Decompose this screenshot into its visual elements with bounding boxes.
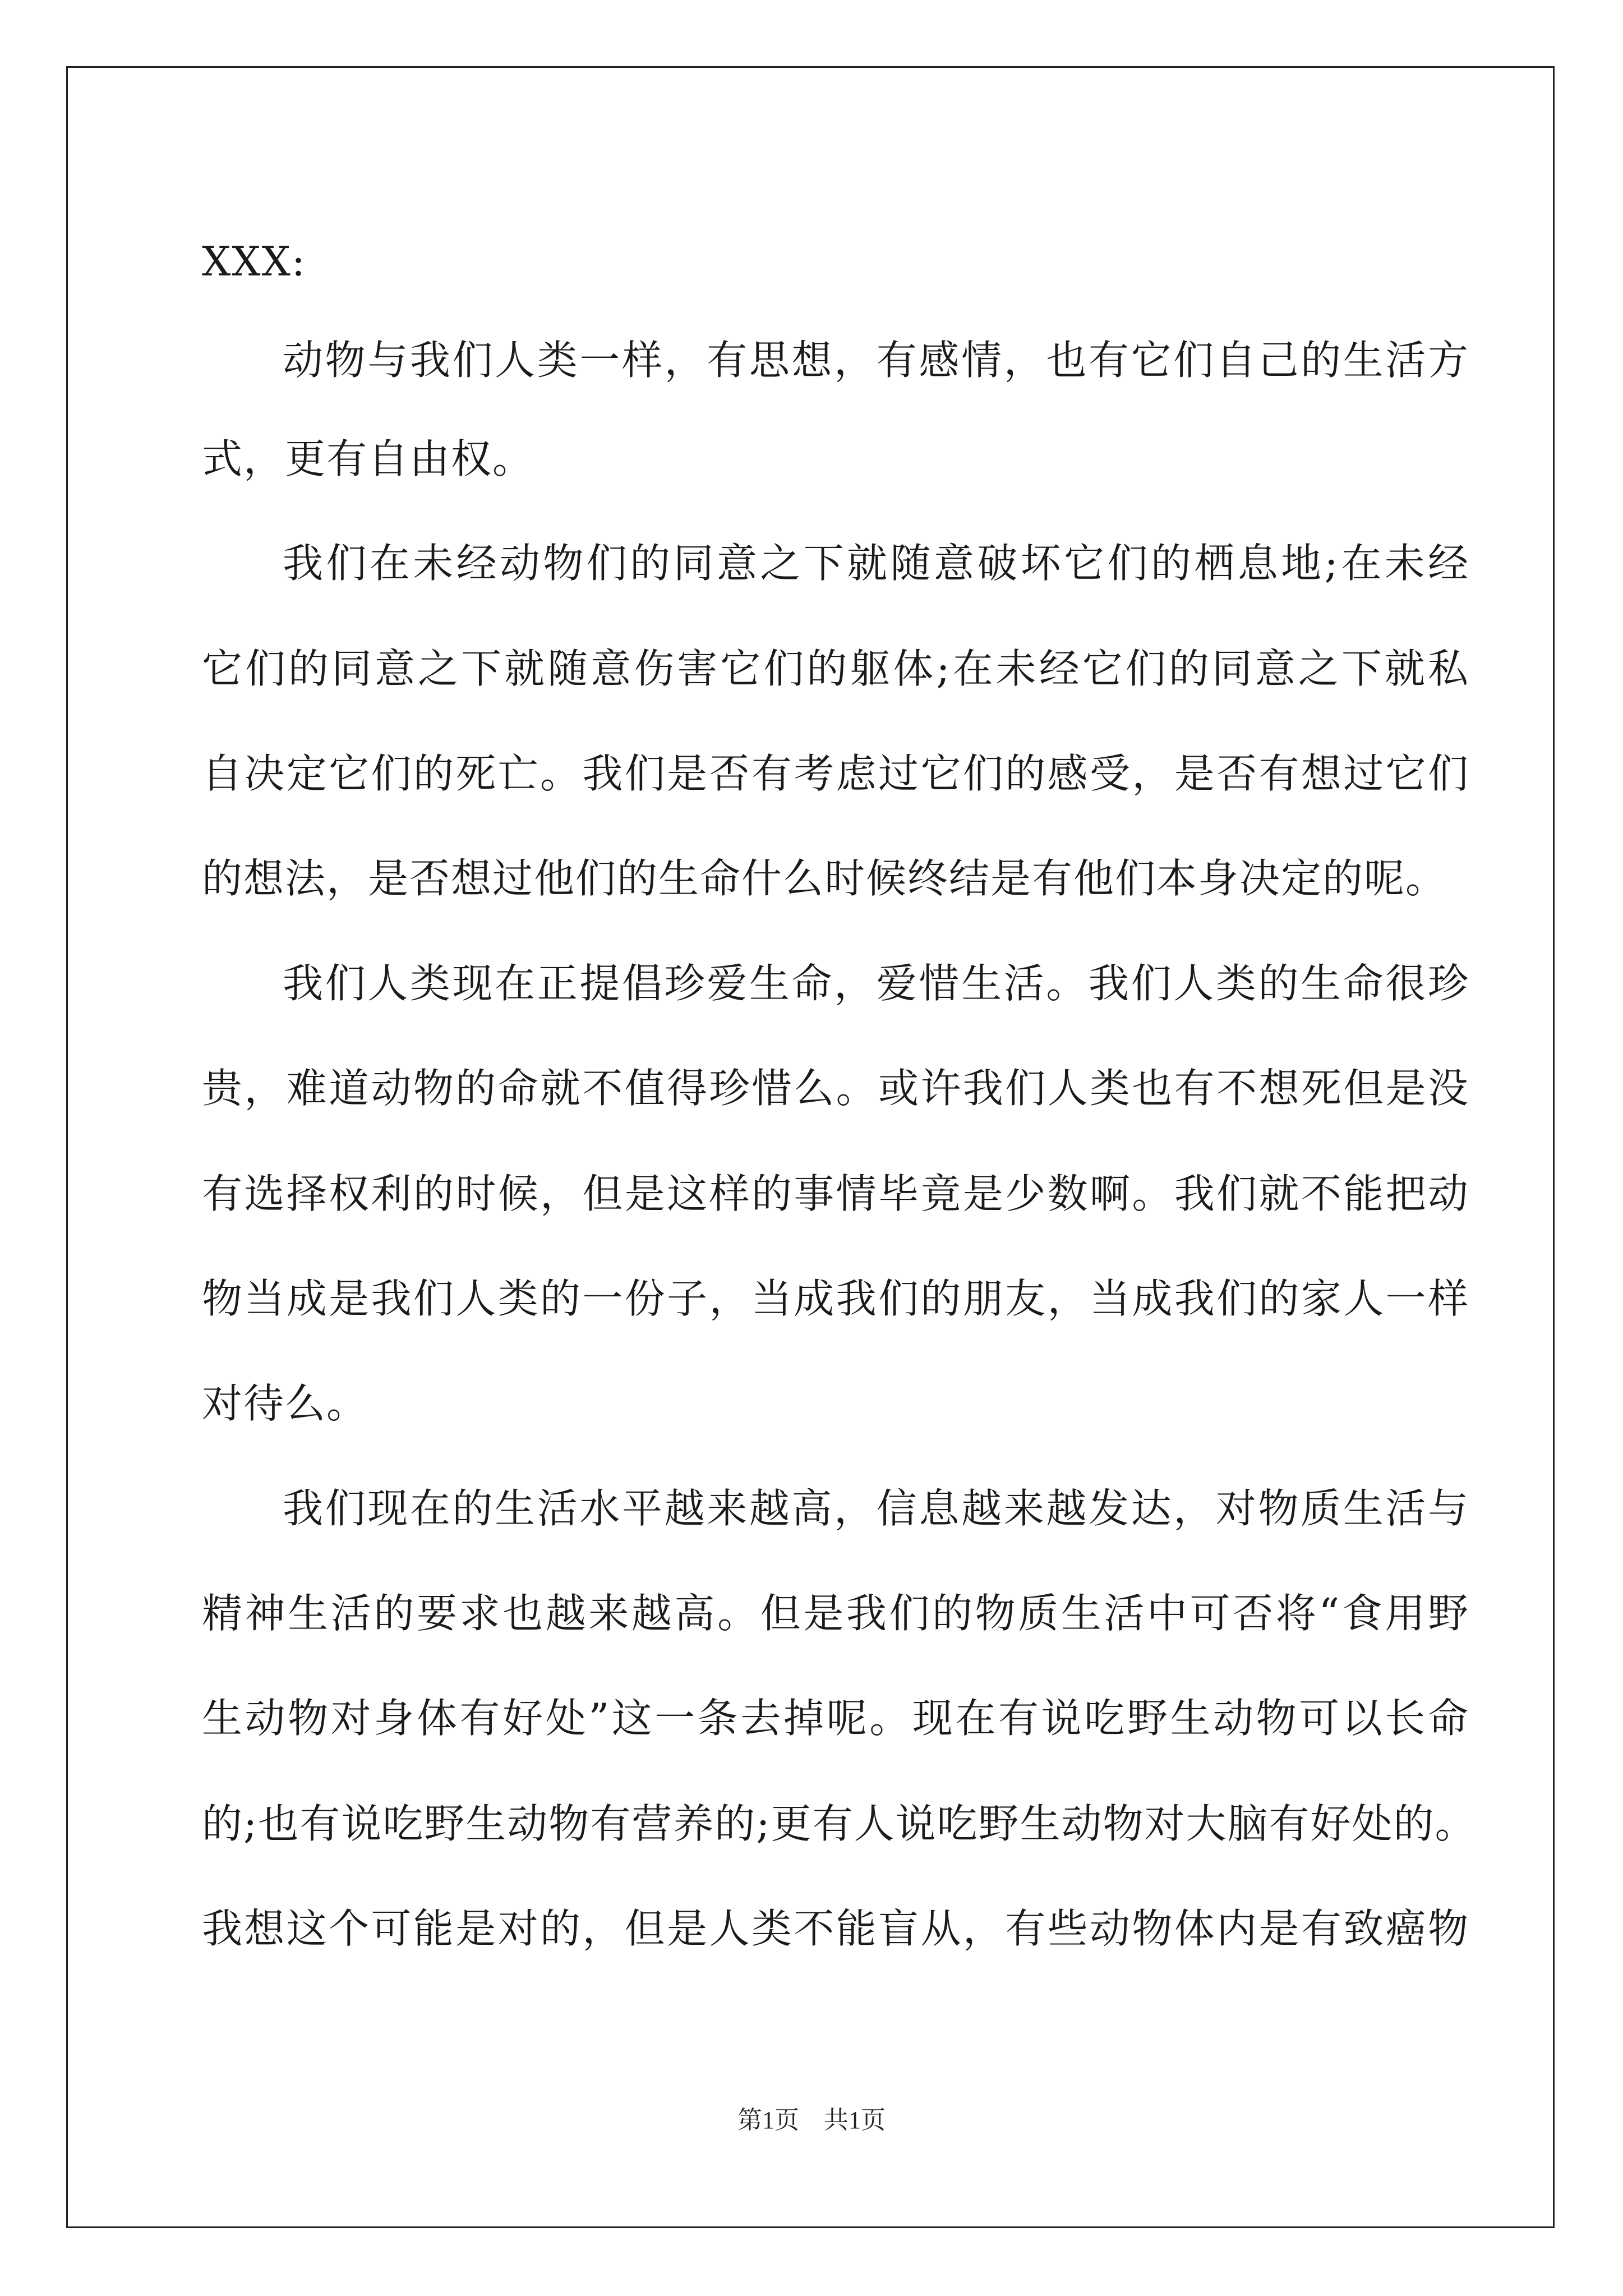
paragraph-2-line-1: 我们在未经动物们的同意之下就随意破坏它们的栖息地;在未经	[283, 540, 1469, 587]
paragraph-1-line-2: 式，更有自由权。	[202, 435, 534, 482]
paragraph-3-line-2: 贵，难道动物的命就不值得珍惜么。或许我们人类也有不想死但是没	[202, 1065, 1469, 1112]
paragraph-3-line-3: 有选择权利的时候，但是这样的事情毕竟是少数啊。我们就不能把动	[202, 1170, 1469, 1217]
salutation: XXX:	[202, 238, 307, 285]
paragraph-2-line-2: 它们的同意之下就随意伤害它们的躯体;在未经它们的同意之下就私	[202, 645, 1469, 692]
paragraph-4-line-2: 精神生活的要求也越来越高。但是我们的物质生活中可否将“食用野	[202, 1590, 1469, 1637]
page-number-footer: 第1页 共1页	[737, 2106, 886, 2134]
paragraph-2-line-4: 的想法，是否想过他们的生命什么时候终结是有他们本身决定的呢。	[202, 855, 1447, 902]
paragraph-4-line-4: 的;也有说吃野生动物有营养的;更有人说吃野生动物对大脑有好处的。	[202, 1800, 1477, 1847]
paragraph-3-line-1: 我们人类现在正提倡珍爱生命，爱惜生活。我们人类的生命很珍	[283, 960, 1469, 1007]
paragraph-3-line-5: 对待么。	[202, 1380, 368, 1427]
paragraph-3-line-4: 物当成是我们人类的一份子，当成我们的朋友，当成我们的家人一样	[202, 1275, 1469, 1322]
paragraph-4-line-5: 我想这个可能是对的，但是人类不能盲从，有些动物体内是有致癌物	[202, 1905, 1469, 1952]
paragraph-2-line-3: 自决定它们的死亡。我们是否有考虑过它们的感受，是否有想过它们	[202, 750, 1469, 797]
paragraph-4-line-3: 生动物对身体有好处”这一条去掉呢。现在有说吃野生动物可以长命	[202, 1695, 1469, 1742]
paragraph-1-line-1: 动物与我们人类一样，有思想，有感情，也有它们自己的生活方	[283, 337, 1469, 384]
paragraph-4-line-1: 我们现在的生活水平越来越高，信息越来越发达，对物质生活与	[283, 1485, 1469, 1532]
